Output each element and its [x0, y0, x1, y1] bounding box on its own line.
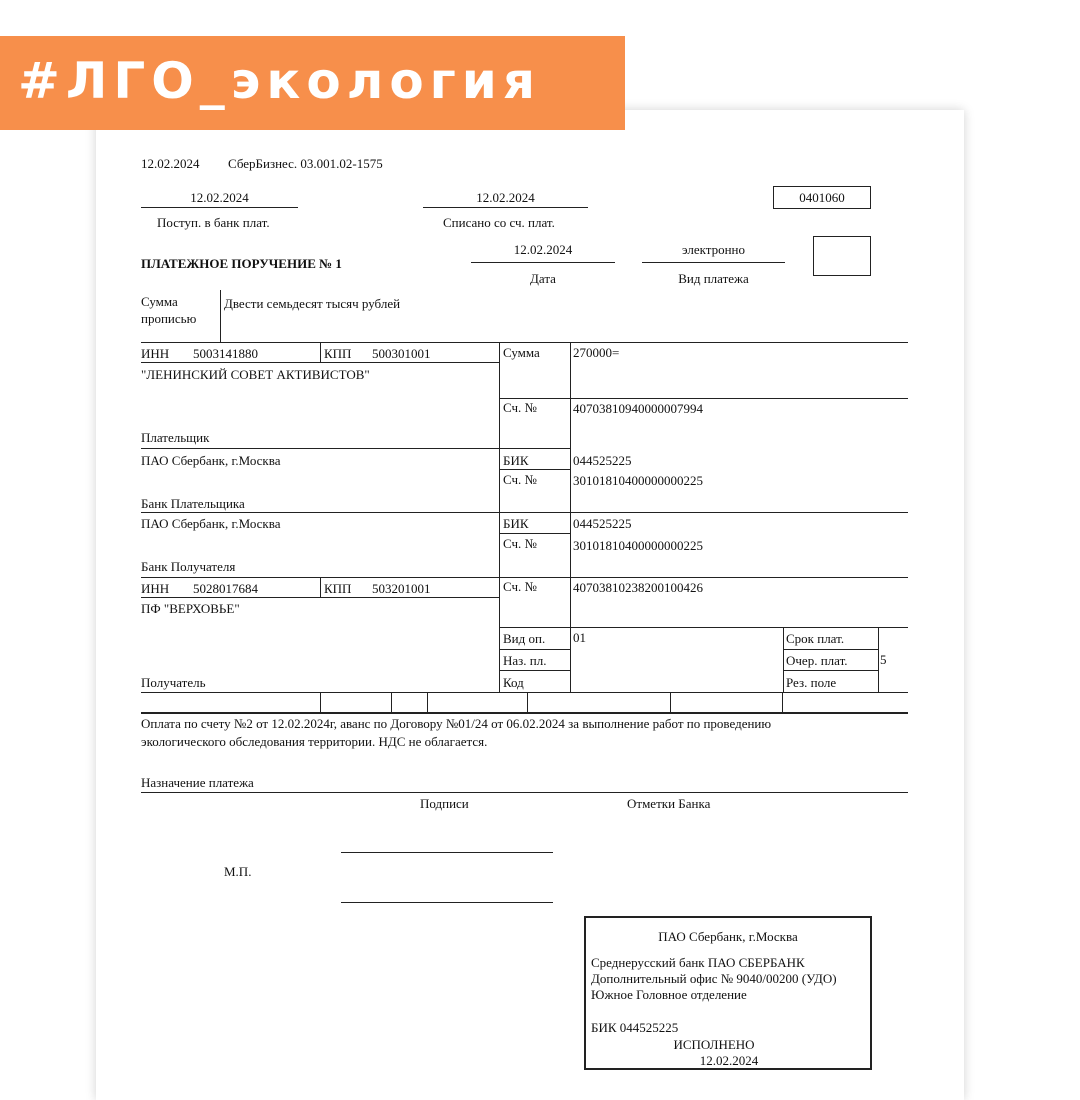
- tax-cell-divider: [527, 692, 528, 712]
- order-date: 12.02.2024: [513, 242, 573, 257]
- payer-bank-bik-label: БИК: [503, 453, 529, 468]
- signatures-label: Подписи: [420, 796, 469, 811]
- recipient-inn-label: ИНН: [141, 581, 170, 596]
- payment-type-label: Вид платежа: [678, 271, 749, 286]
- payer-bank-bik: 044525225: [573, 453, 632, 468]
- amount-words-value: Двести семьдесят тысяч рублей: [224, 296, 401, 311]
- recipient-bank-bik: 044525225: [573, 516, 632, 531]
- recipient-bank-acc-label: Сч. №: [503, 536, 537, 551]
- payer-kpp-divider: [320, 342, 321, 362]
- header-system: СберБизнес. 03.001.02-1575: [228, 156, 383, 171]
- payer-bank-name: ПАО Сбербанк, г.Москва: [141, 453, 281, 468]
- rez-pole-label: Рез. поле: [786, 675, 837, 690]
- debited-underline: [423, 207, 588, 208]
- payer-bank-acc-label: Сч. №: [503, 472, 537, 487]
- amount-label: Сумма: [503, 345, 540, 360]
- kod-label: Код: [503, 675, 524, 690]
- stamp-bank-name: ПАО Сбербанк, г.Москва: [658, 929, 798, 944]
- naz-pl-label: Наз. пл.: [503, 653, 547, 668]
- grid-col-divider: [783, 627, 784, 692]
- debited-date: 12.02.2024: [476, 190, 535, 205]
- recipient-bank-acc: 30101810400000000225: [573, 538, 703, 553]
- grid-col-divider: [499, 342, 500, 692]
- payer-account-label: Сч. №: [503, 400, 537, 415]
- grid-line: [141, 577, 908, 578]
- recipient-acc-label: Сч. №: [503, 579, 537, 594]
- payer-inn: 5003141880: [193, 346, 258, 361]
- bank-marks-label: Отметки Банка: [627, 796, 711, 811]
- ocher-plat-label: Очер. плат.: [786, 653, 848, 668]
- recipient-name: ПФ "ВЕРХОВЬЕ": [141, 601, 240, 616]
- amount-words-label-1: Сумма: [141, 294, 178, 309]
- grid-line: [499, 649, 571, 650]
- recipient-kpp-divider: [320, 577, 321, 597]
- header-date: 12.02.2024: [141, 156, 200, 171]
- stamp-bik: БИК 044525225: [591, 1020, 679, 1035]
- payer-account: 40703810940000007994: [573, 401, 703, 416]
- order-date-label: Дата: [530, 271, 556, 286]
- stamp-date: 12.02.2024: [699, 1053, 759, 1068]
- tax-cell-divider: [782, 692, 783, 712]
- vid-op-label: Вид оп.: [503, 631, 546, 646]
- hashtag-banner: [0, 36, 625, 130]
- payer-bank-label: Банк Плательщика: [141, 496, 245, 511]
- received-underline: [141, 207, 298, 208]
- payer-bank-acc: 30101810400000000225: [573, 473, 703, 488]
- grid-line: [141, 448, 499, 449]
- recipient-bank-name: ПАО Сбербанк, г.Москва: [141, 516, 281, 531]
- amount-value: 270000=: [573, 345, 620, 360]
- recipient-kpp: 503201001: [372, 581, 431, 596]
- grid-line: [141, 597, 499, 598]
- received-date: 12.02.2024: [190, 190, 249, 205]
- grid-line: [499, 627, 908, 628]
- signature-line-1: [341, 852, 553, 853]
- grid-col-divider: [878, 627, 879, 692]
- vid-op-value: 01: [573, 630, 586, 645]
- payment-type-underline: [642, 262, 785, 263]
- payer-kpp-label: КПП: [324, 346, 352, 361]
- stamp-line-1: Среднерусский банк ПАО СБЕРБАНК: [591, 955, 805, 970]
- recipient-bank-bik-label: БИК: [503, 516, 529, 531]
- grid-line: [783, 670, 878, 671]
- order-date-underline: [471, 262, 615, 263]
- payer-inn-label: ИНН: [141, 346, 170, 361]
- tax-cell-divider: [670, 692, 671, 712]
- recipient-kpp-label: КПП: [324, 581, 352, 596]
- grid-col-divider: [570, 342, 571, 692]
- amount-words-label-2: прописью: [141, 311, 197, 326]
- purpose-line-2: экологического обследования территории. НДС не облагается.: [141, 734, 488, 749]
- hashtag-text: #ЛГО_экология: [18, 52, 541, 110]
- grid-line: [141, 342, 908, 343]
- empty-code-box: [813, 236, 871, 276]
- grid-line: [499, 469, 571, 470]
- srok-plat-label: Срок плат.: [786, 631, 845, 646]
- purpose-underline: [141, 792, 908, 793]
- recipient-acc: 40703810238200100426: [573, 580, 703, 595]
- recipient-label: Получатель: [141, 675, 206, 690]
- tax-cell-divider: [320, 692, 321, 712]
- purpose-line-1: Оплата по счету №2 от 12.02.2024г, аванс по Договору №01/24 от 06.02.2024 за выполнение работ по проведению: [141, 716, 772, 731]
- tax-cell-divider: [427, 692, 428, 712]
- payment-type: электронно: [681, 242, 745, 257]
- form-code: 0401060: [799, 190, 845, 205]
- amount-words-divider: [220, 290, 221, 342]
- grid-line: [499, 448, 571, 449]
- grid-line: [141, 362, 499, 363]
- seal-place-label: М.П.: [224, 864, 252, 879]
- received-label: Поступ. в банк плат.: [157, 215, 270, 230]
- stamp-line-3: Южное Головное отделение: [591, 987, 747, 1002]
- payer-label: Плательщик: [141, 430, 210, 445]
- debited-label: Списано со сч. плат.: [443, 215, 555, 230]
- recipient-bank-label: Банк Получателя: [141, 559, 236, 574]
- ocher-plat-value: 5: [880, 652, 887, 667]
- grid-line: [141, 512, 908, 513]
- recipient-inn: 5028017684: [193, 581, 258, 596]
- tax-cell-divider: [391, 692, 392, 712]
- payer-name: "ЛЕНИНСКИЙ СОВЕТ АКТИВИСТОВ": [141, 367, 370, 382]
- stamp-line-2: Дополнительный офис № 9040/00200 (УДО): [591, 971, 837, 986]
- purpose-label: Назначение платежа: [141, 775, 254, 790]
- grid-line: [783, 649, 878, 650]
- grid-line-thick: [141, 712, 908, 714]
- grid-line: [499, 670, 571, 671]
- grid-line: [141, 692, 908, 693]
- stamp-status: ИСПОЛНЕНО: [673, 1037, 755, 1052]
- payer-kpp: 500301001: [372, 346, 431, 361]
- signature-line-2: [341, 902, 553, 903]
- grid-line: [499, 533, 571, 534]
- order-title: ПЛАТЕЖНОЕ ПОРУЧЕНИЕ № 1: [141, 256, 342, 271]
- grid-line: [499, 398, 908, 399]
